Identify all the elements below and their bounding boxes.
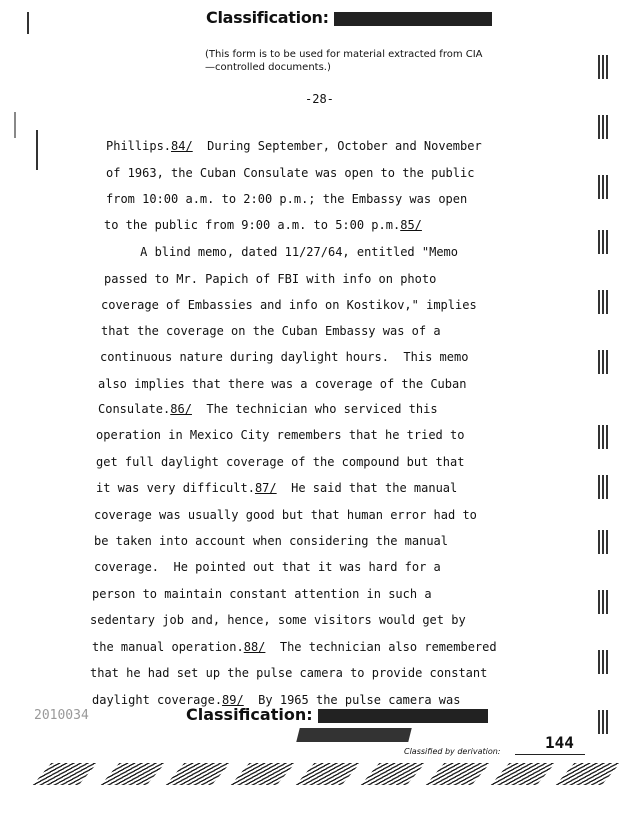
line-text: Consulate.: [98, 402, 171, 416]
line-text: coverage. He pointed out that it was hard for a: [94, 560, 441, 574]
edge-mark: [598, 590, 610, 614]
edge-mark: [598, 230, 610, 254]
body-line: [92, 640, 497, 654]
line-text: the manual operation.: [92, 640, 244, 654]
body-line: [100, 350, 468, 364]
margin-mark: [36, 130, 38, 170]
body-line: [92, 587, 432, 601]
body-line: [96, 428, 464, 442]
form-note: (This form is to be used for material extracted from CIA—controlled documents.): [205, 49, 483, 73]
line-text: be taken into account when considering the manual: [94, 534, 449, 548]
redaction-mark: [334, 12, 492, 26]
footnote-ref: 86/: [170, 402, 192, 416]
line-text: that the coverage on the Cuban Embassy was of a: [101, 324, 441, 338]
classification-footer: [186, 705, 488, 724]
edge-mark: [598, 475, 610, 499]
body-line: [101, 298, 477, 312]
line-text: sedentary job and, hence, some visitors would get by: [90, 613, 466, 627]
line-text: daylight coverage.: [92, 693, 223, 707]
line-text: During September, October and November: [192, 139, 482, 153]
edge-mark: [598, 650, 610, 674]
hatch-mark: [556, 763, 620, 785]
line-text: The technician also remembered: [265, 640, 497, 654]
body-line: [90, 666, 487, 680]
line-text: that he had set up the pulse camera to provide constant: [90, 666, 488, 680]
body-line: [104, 272, 436, 286]
footnote-ref: 84/: [171, 139, 193, 153]
redaction-mark: [318, 709, 488, 723]
line-text: get full daylight coverage of the compound but that: [96, 455, 465, 469]
hatch-mark: [296, 763, 360, 785]
footnote-ref: 88/: [243, 640, 266, 654]
body-line: [98, 402, 438, 416]
margin-mark: [27, 12, 29, 34]
margin-mark: [14, 112, 16, 138]
hatch-mark: [491, 763, 555, 785]
stamp-smudge: [296, 728, 411, 742]
line-text: to the public from 9:00 a.m. to 5:00 p.m.: [104, 218, 401, 232]
edge-mark: [598, 530, 610, 554]
line-text: from 10:00 a.m. to 2:00 p.m.; the Embassy was open: [106, 192, 468, 206]
edge-mark: [598, 290, 610, 314]
body-line: [94, 534, 448, 548]
edge-mark: [598, 55, 610, 79]
line-text: of 1963, the Cuban Consulate was open to the public: [106, 166, 475, 180]
line-text: The technician who serviced this: [191, 402, 438, 416]
classification-label: Classification:: [186, 705, 313, 724]
line-text: also implies that there was a coverage of the Cuban: [98, 377, 467, 391]
body-line: [94, 508, 477, 522]
classification-label: Classification:: [206, 8, 329, 27]
document-id: 2010034: [34, 708, 89, 723]
line-text: person to maintain constant attention in such a: [92, 587, 432, 601]
edge-mark: [598, 175, 610, 199]
body-line: [94, 560, 441, 574]
hatch-mark: [231, 763, 295, 785]
body-line: [101, 324, 441, 338]
body-line: [104, 218, 422, 232]
derivation-line: [515, 754, 585, 755]
body-line: [104, 245, 458, 259]
classification-header: [206, 8, 492, 27]
hatch-mark: [426, 763, 490, 785]
sheet-number: 144: [545, 733, 574, 752]
page-number: -28-: [305, 92, 334, 106]
derivation-label: Classified by derivation:: [404, 747, 501, 756]
line-text: A blind memo, dated 11/27/64, entitled "Memo: [104, 245, 459, 259]
line-text: continuous nature during daylight hours. This memo: [100, 350, 469, 364]
footnote-ref: 85/: [400, 218, 422, 232]
edge-mark: [598, 350, 610, 374]
line-text: By 1965 the pulse camera was: [243, 693, 461, 707]
body-line: [106, 139, 482, 153]
hatch-mark: [166, 763, 230, 785]
line-text: He said that the manual: [276, 481, 458, 495]
edge-mark: [598, 425, 610, 449]
line-text: Phillips.: [106, 139, 172, 153]
footnote-ref: 87/: [254, 481, 277, 495]
hatch-mark: [33, 763, 97, 785]
line-text: operation in Mexico City remembers that he tried to: [96, 428, 465, 442]
body-line: [90, 613, 466, 627]
edge-mark: [598, 115, 610, 139]
line-text: coverage of Embassies and info on Kostikov," implies: [101, 298, 477, 312]
body-line: [96, 455, 464, 469]
line-text: it was very difficult.: [96, 481, 255, 495]
line-text: passed to Mr. Papich of FBI with info on photo: [104, 272, 437, 286]
body-line: [106, 166, 474, 180]
hatch-mark: [361, 763, 425, 785]
body-line: [98, 377, 466, 391]
line-text: coverage was usually good but that human error had to: [94, 508, 477, 522]
body-line: [96, 481, 457, 495]
hatch-mark: [101, 763, 165, 785]
edge-mark: [598, 710, 610, 734]
body-line: [106, 192, 467, 206]
footnote-ref: 89/: [222, 693, 244, 707]
